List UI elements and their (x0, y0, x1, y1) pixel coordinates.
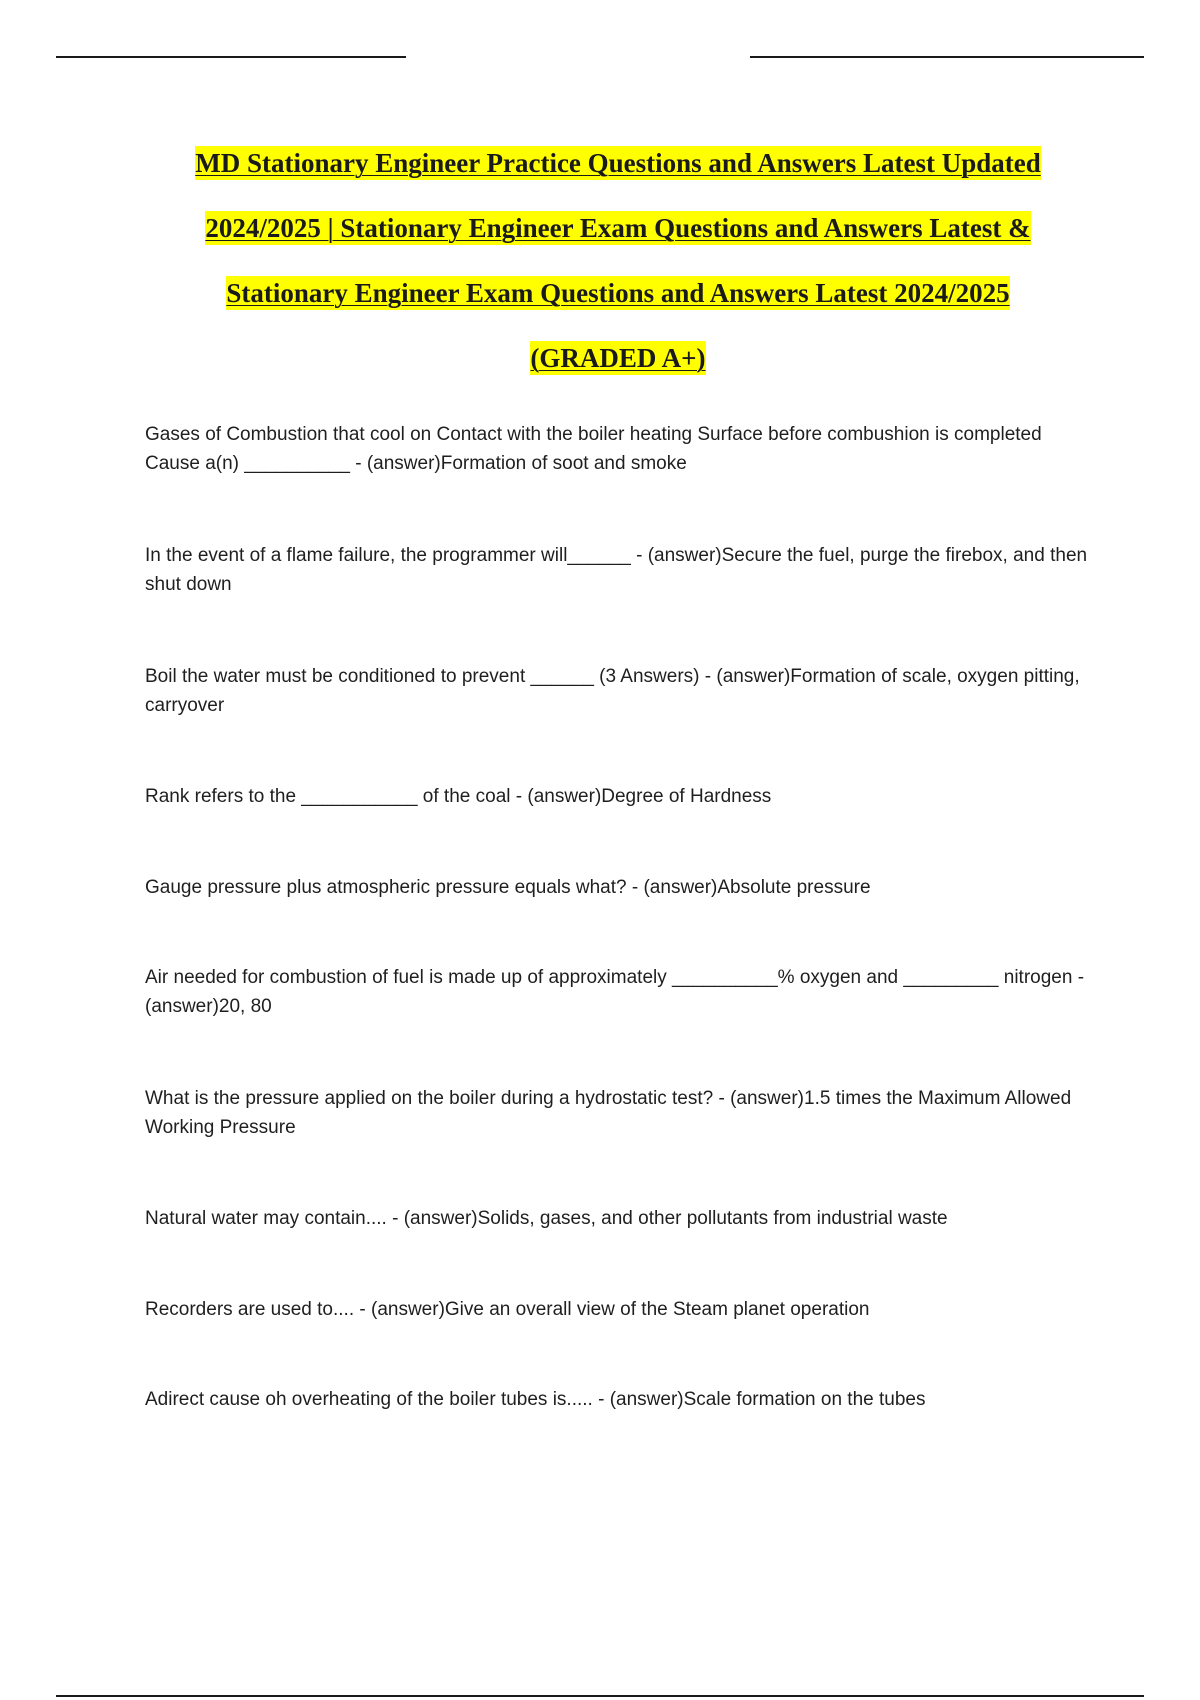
title-line (0, 205, 1200, 270)
qa-item: Adirect cause oh overheating of the boiler tubes is..... - (answer)Scale formation on the tubes (145, 1389, 926, 1410)
qa-item: Recorders are used to.... - (answer)Give an overall view of the Steam planet operation (145, 1299, 870, 1320)
document-title (0, 140, 1200, 400)
title-line-1: MD Stationary Engineer Practice Questions and Answers Latest Updated (195, 148, 1041, 178)
qa-item: Gases of Combustion that cool on Contact with the boiler heating Surface before combushion is completed Cause a(n) __________ - (answer)Formation of soot and smoke (145, 424, 1042, 474)
qa-item: In the event of a flame failure, the programmer will______ - (answer)Secure the fuel, purge the firebox, and then shut down (145, 545, 1088, 595)
title-line (0, 335, 1200, 400)
qa-item: Natural water may contain.... - (answer)Solids, gases, and other pollutants from industrial waste (145, 1208, 948, 1229)
qa-item: Boil the water must be conditioned to prevent ______ (3 Answers) - (answer)Formation of scale, oxygen pitting, carryover (145, 666, 1080, 716)
title-line-3: Stationary Engineer Exam Questions and Answers Latest 2024/2025 (226, 278, 1010, 308)
qa-item: What is the pressure applied on the boiler during a hydrostatic test? - (answer)1.5 times the Maximum Allowed Working Pressure (145, 1088, 1072, 1138)
title-line (0, 140, 1200, 205)
title-line (0, 270, 1200, 335)
header-rule-right (750, 56, 1144, 58)
footer-rule (56, 1695, 1144, 1697)
qa-item: Gauge pressure plus atmospheric pressure equals what? - (answer)Absolute pressure (145, 877, 871, 898)
title-line-4: (GRADED A+) (530, 343, 706, 373)
title-line-2: 2024/2025 | Stationary Engineer Exam Questions and Answers Latest & (205, 213, 1031, 243)
header-rule-left (56, 56, 406, 58)
qa-item: Rank refers to the ___________ of the coal - (answer)Degree of Hardness (145, 786, 772, 807)
qa-item: Air needed for combustion of fuel is made up of approximately __________% oxygen and _________ nitrogen - (answer)20, 80 (145, 967, 1085, 1017)
